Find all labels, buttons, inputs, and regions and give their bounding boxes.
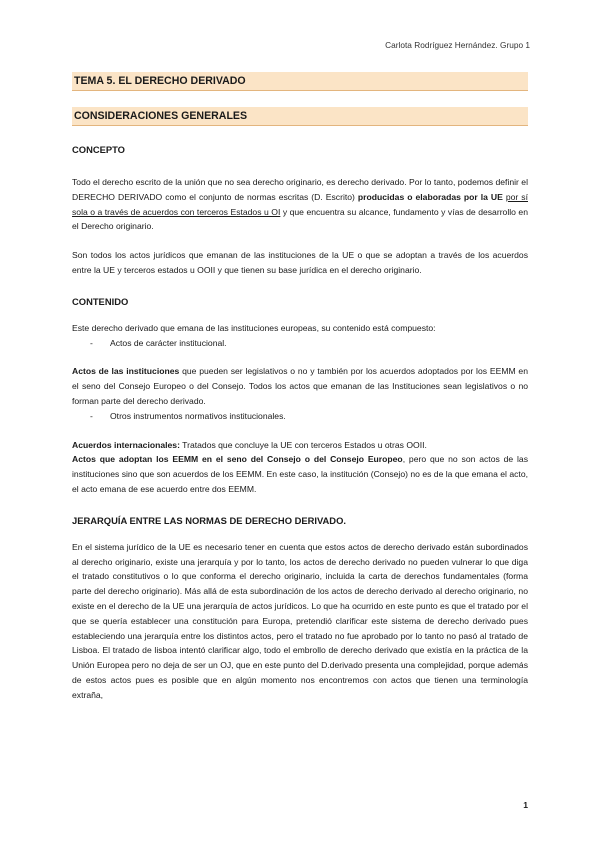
running-header-author: Carlota Rodríguez Hernández. Grupo 1 <box>385 40 530 50</box>
paragraph-actos-eemm: Actos que adoptan los EEMM en el seno del Consejo o del Consejo Europeo, pero que no son actos de las instituciones sino que son acuerdos de los EEMM. En este caso, la institución (Consejo) no es de la que emana el acto, el acto emana de ese acuerdo entre dos EEMM. <box>72 454 528 494</box>
paragraph-jerarquia: En el sistema jurídico de la UE es necesario tener en cuenta que estos actos de derecho derivado están subordinados al derecho originario, existe una jerarquía y por lo tanto, los actos de derecho derivado no pueden vulnerar lo que diga el tratado constitutivos o lo que conforma el derecho originario, incluida la carta de derechos fundamentales (forma parte del derecho originario). Más allá de esta subordinación de los actos de derecho derivado al derecho originario, no existe en el derecho de la UE una jerarquía de actos jurídicos. Lo que ha ocurrido en este punto es que el tratado por el que se quería establecer una constitución para Europa, pretendió clarificar este sistema de derecho derivado pues estableciendo una jerarquía entre los distintos actos, pero el tratado no fue aprobado por lo tanto no pasó al tratado de Lisboa. El tratado de lisboa intentó clarificar algo, todo el embrollo de derecho derivado que existía en la práctica de la Unión Europea pero no deja de ser un OJ, que en este punto del D.derivado presenta una complejidad, porque además de estos actos pues es posible que en algún momento nos encontremos con actos que tienen una terminología extraña, <box>72 541 528 700</box>
list-item: - Otros instrumentos normativos institucionales. <box>90 410 286 421</box>
list-item: - Actos de carácter institucional. <box>90 337 227 348</box>
heading-jerarquia: JERARQUÍA ENTRE LAS NORMAS DE DERECHO DERIVADO. <box>72 514 346 526</box>
paragraph-concepto-actos: Son todos los actos jurídicos que emanan de las instituciones de la UE o que se adoptan a través de los acuerdos entre la UE y terceros estados u OOII y que tienen su base jurídica en el derecho originario. <box>72 250 528 275</box>
paragraph-contenido-intro: Este derecho derivado que emana de las instituciones europeas, su contenido está compuesto: <box>72 322 436 333</box>
paragraph-concepto-definition: Todo el derecho escrito de la unión que no sea derecho originario, es derecho derivado. Por lo tanto, podemos definir el DERECHO DERIVADO como el conjunto de normas escritas (D. Escrito) producidas o elaboradas por la UE por sí sola o a través de acuerdos con terceros Estados u OI y que encuentra su alcance, fundamento y vías de desarrollo en el Derecho originario. <box>72 177 528 232</box>
heading-concepto: CONCEPTO <box>72 144 125 155</box>
paragraph-actos-instituciones: Actos de las instituciones que pueden ser legislativos o no y también por los acuerdos adoptados por los EEMM en el seno del Consejo Europeo o del Consejo. Todos los actos que emanan de las Instituciones sean legislativos o no forman parte del derecho derivado. <box>72 366 528 406</box>
paragraph-acuerdos-internacionales: Acuerdos internacionales: Tratados que concluye la UE con terceros Estados u otras OOII. <box>72 439 427 450</box>
chapter-title: TEMA 5. EL DERECHO DERIVADO <box>72 72 528 91</box>
section-title: CONSIDERACIONES GENERALES <box>72 107 528 126</box>
document-body <box>72 72 528 703</box>
page-number: 1 <box>523 800 528 810</box>
heading-contenido: CONTENIDO <box>72 295 129 307</box>
